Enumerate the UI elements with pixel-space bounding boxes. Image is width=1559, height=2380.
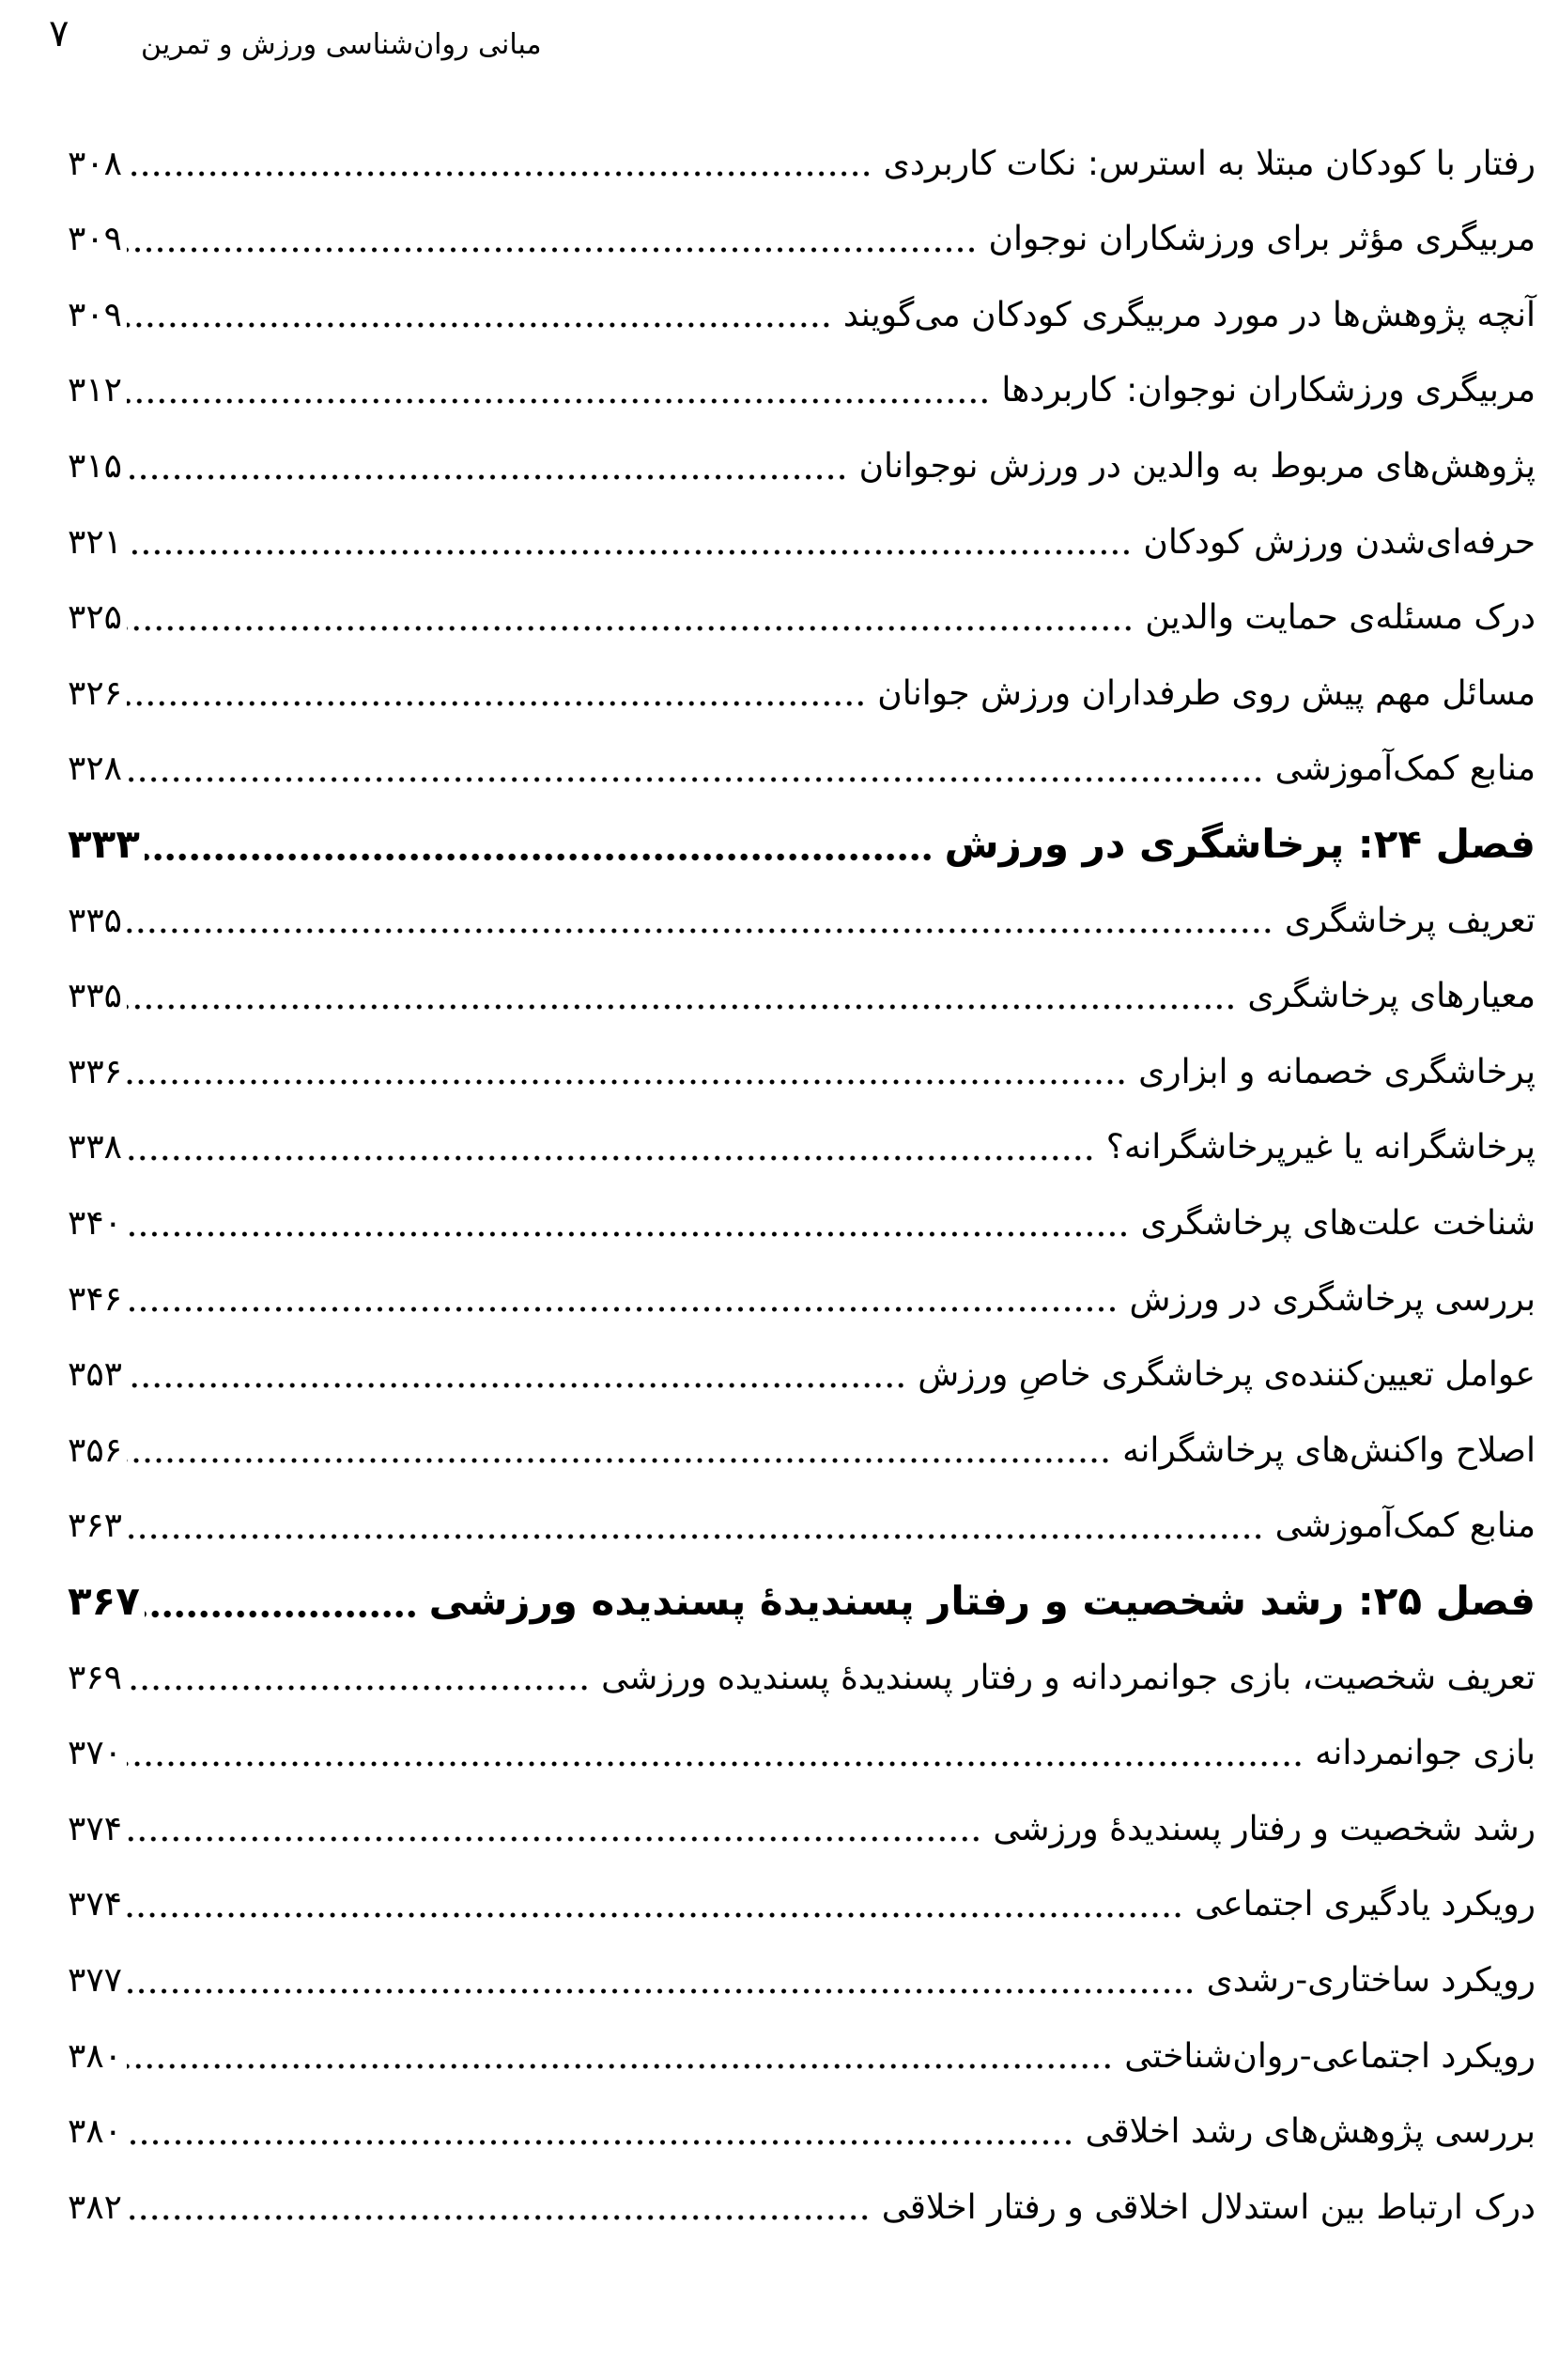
dot-leader [127, 1489, 1264, 1565]
toc-entry-page: ۳۲۵ [68, 598, 123, 638]
toc-entry-page: ۳۲۶ [68, 673, 123, 713]
toc-entry-label: آنچه پژوهش‌ها در مورد مربیگری کودکان می‌گویند [842, 295, 1536, 334]
toc-entry-label: رویکرد یادگیری اجتماعی [1195, 1885, 1536, 1924]
toc-entry [68, 1791, 1536, 1867]
dot-leader [127, 883, 1273, 959]
toc-entry [68, 353, 1536, 429]
toc-entry-label: درک مسئله‌ی حمایت والدین [1145, 598, 1536, 638]
toc-entry-page: ۳۰۹ [68, 220, 123, 259]
toc-entry-page: ۳۷۰ [68, 1734, 123, 1773]
dot-leader [127, 1867, 1183, 1943]
toc-entry-label: رویکرد اجتماعی-روان‌شناختی [1124, 2036, 1536, 2076]
toc-entry [68, 428, 1536, 504]
toc-entry-label: پرخاشگرانه یا غیرپرخاشگرانه؟ [1105, 1128, 1536, 1167]
dot-leader [127, 732, 1264, 808]
header-book-title: مبانی روان‌شناسی ورزش و تمرین [141, 28, 542, 61]
toc-entry-label: فصل ۲۴: پرخاشگری در ورزش [944, 821, 1536, 868]
toc-entry-label: رفتار با کودکان مبتلا به استرس: نکات کاربردی [883, 144, 1536, 183]
toc-entry-page: ۳۸۲ [68, 2187, 123, 2227]
toc-entry-page: ۳۸۰ [68, 2036, 123, 2076]
toc-chapter-entry [68, 1564, 1536, 1640]
toc-entry [68, 1413, 1536, 1489]
toc-entry [68, 2170, 1536, 2246]
toc-entry [68, 2094, 1536, 2170]
toc-entry-label: تعریف شخصیت، بازی جوانمردانه و رفتار پسندیدۀ پسندیده ورزشی [601, 1658, 1536, 1697]
dot-leader [127, 277, 832, 353]
toc-entry-label: بازی جوانمردانه [1315, 1734, 1536, 1773]
toc-entry [68, 732, 1536, 808]
toc-entry-page: ۳۷۷ [68, 1960, 123, 2000]
toc-entry [68, 1867, 1536, 1943]
dot-leader [127, 2170, 871, 2246]
toc-entry-page: ۳۱۵ [68, 447, 123, 487]
toc-entry [68, 2018, 1536, 2094]
dot-leader [127, 1034, 1127, 1110]
toc-entry-label: اصلاح واکنش‌های پرخاشگرانه [1122, 1430, 1536, 1470]
page-header [0, 0, 1559, 113]
toc-entry-page: ۳۳۸ [68, 1128, 123, 1167]
toc-entry [68, 202, 1536, 278]
toc-entry-label: بررسی پژوهش‌های رشد اخلاقی [1085, 2112, 1536, 2152]
dot-leader [127, 2094, 1074, 2170]
toc-entry-page: ۳۰۸ [68, 144, 123, 183]
dot-leader [127, 2018, 1113, 2094]
toc-entry [68, 656, 1536, 732]
toc-entry-label: پژوهش‌های مربوط به والدین در ورزش نوجوانان [858, 447, 1536, 487]
toc-entry-label: تعریف پرخاشگری [1284, 901, 1536, 940]
dot-leader [127, 1337, 906, 1414]
toc-entry [68, 1337, 1536, 1414]
toc-entry-label: مسائل مهم پیش روی طرفداران ورزش جوانان [877, 673, 1536, 713]
toc-chapter-entry [68, 807, 1536, 883]
dot-leader [145, 1564, 418, 1640]
toc-entry-label: عوامل تعیین‌کننده‌ی پرخاشگری خاصِ ورزش [918, 1355, 1536, 1395]
toc-entry-label: رشد شخصیت و رفتار پسندیدۀ ورزشی [993, 1809, 1536, 1848]
dot-leader [127, 1261, 1119, 1337]
dot-leader [127, 126, 872, 202]
toc-entry [68, 1942, 1536, 2018]
toc-entry [68, 580, 1536, 657]
toc-entry [68, 1640, 1536, 1716]
table-of-contents [68, 126, 1536, 2246]
toc-entry-label: رویکرد ساختاری-رشدی [1206, 1960, 1536, 2000]
toc-entry [68, 1110, 1536, 1186]
toc-entry [68, 126, 1536, 202]
toc-entry-page: ۳۴۰ [68, 1204, 123, 1244]
toc-entry [68, 1261, 1536, 1337]
toc-entry-page: ۳۷۴ [68, 1885, 123, 1924]
toc-entry-page: ۳۵۶ [68, 1430, 123, 1470]
toc-entry-label: مربیگری مؤثر برای ورزشکاران نوجوان [988, 220, 1536, 259]
toc-entry-label: فصل ۲۵: رشد شخصیت و رفتار پسندیدۀ پسندیده ورزشی [428, 1578, 1536, 1625]
toc-entry [68, 1489, 1536, 1565]
toc-entry-label: حرفه‌ای‌شدن ورزش کودکان [1143, 522, 1536, 562]
toc-entry-label: شناخت علت‌های پرخاشگری [1140, 1204, 1536, 1244]
toc-entry-page: ۳۷۴ [68, 1809, 123, 1848]
toc-entry [68, 1034, 1536, 1110]
toc-entry-label: درک ارتباط بین استدلال اخلاقی و رفتار اخلاقی [881, 2187, 1536, 2227]
toc-entry-label: پرخاشگری خصمانه و ابزاری [1138, 1052, 1536, 1091]
dot-leader [145, 807, 934, 883]
dot-leader [127, 1640, 590, 1716]
toc-entry-page: ۳۳۵ [68, 977, 123, 1016]
toc-entry-page: ۳۲۸ [68, 750, 123, 789]
toc-entry-label: منابع کمک‌آموزشی [1274, 750, 1536, 789]
toc-entry-page: ۳۴۶ [68, 1279, 123, 1319]
toc-entry-page: ۳۲۱ [68, 522, 123, 562]
toc-entry [68, 277, 1536, 353]
toc-entry-page: ۳۶۹ [68, 1658, 123, 1697]
toc-entry-page: ۳۵۳ [68, 1355, 123, 1395]
toc-entry-page: ۳۶۳ [68, 1507, 123, 1546]
dot-leader [127, 1791, 981, 1867]
dot-leader [127, 353, 990, 429]
dot-leader [127, 959, 1236, 1035]
dot-leader [127, 428, 848, 504]
toc-entry-page: ۳۳۵ [68, 901, 123, 940]
dot-leader [127, 656, 866, 732]
toc-entry [68, 1715, 1536, 1791]
dot-leader [127, 202, 978, 278]
dot-leader [127, 1413, 1111, 1489]
dot-leader [127, 580, 1134, 657]
toc-entry-page: ۳۰۹ [68, 295, 123, 334]
toc-entry-label: منابع کمک‌آموزشی [1274, 1507, 1536, 1546]
toc-entry-page: ۳۸۰ [68, 2112, 123, 2152]
toc-entry-page: ۳۱۲ [68, 371, 123, 410]
dot-leader [127, 1942, 1196, 2018]
toc-entry [68, 883, 1536, 959]
toc-entry [68, 504, 1536, 580]
toc-entry-label: معیارهای پرخاشگری [1247, 977, 1536, 1016]
toc-entry [68, 1185, 1536, 1261]
toc-entry [68, 959, 1536, 1035]
header-page-number: ۷ [49, 12, 69, 55]
toc-entry-label: مربیگری ورزشکاران نوجوان: کاربردها [1001, 371, 1536, 410]
dot-leader [127, 1715, 1304, 1791]
dot-leader [127, 504, 1132, 580]
toc-entry-label: بررسی پرخاشگری در ورزش [1129, 1279, 1536, 1319]
dot-leader [127, 1110, 1095, 1186]
dot-leader [127, 1185, 1129, 1261]
toc-entry-page: ۳۶۷ [68, 1578, 140, 1625]
toc-entry-page: ۳۳۶ [68, 1052, 123, 1091]
toc-entry-page: ۳۳۳ [68, 821, 140, 868]
